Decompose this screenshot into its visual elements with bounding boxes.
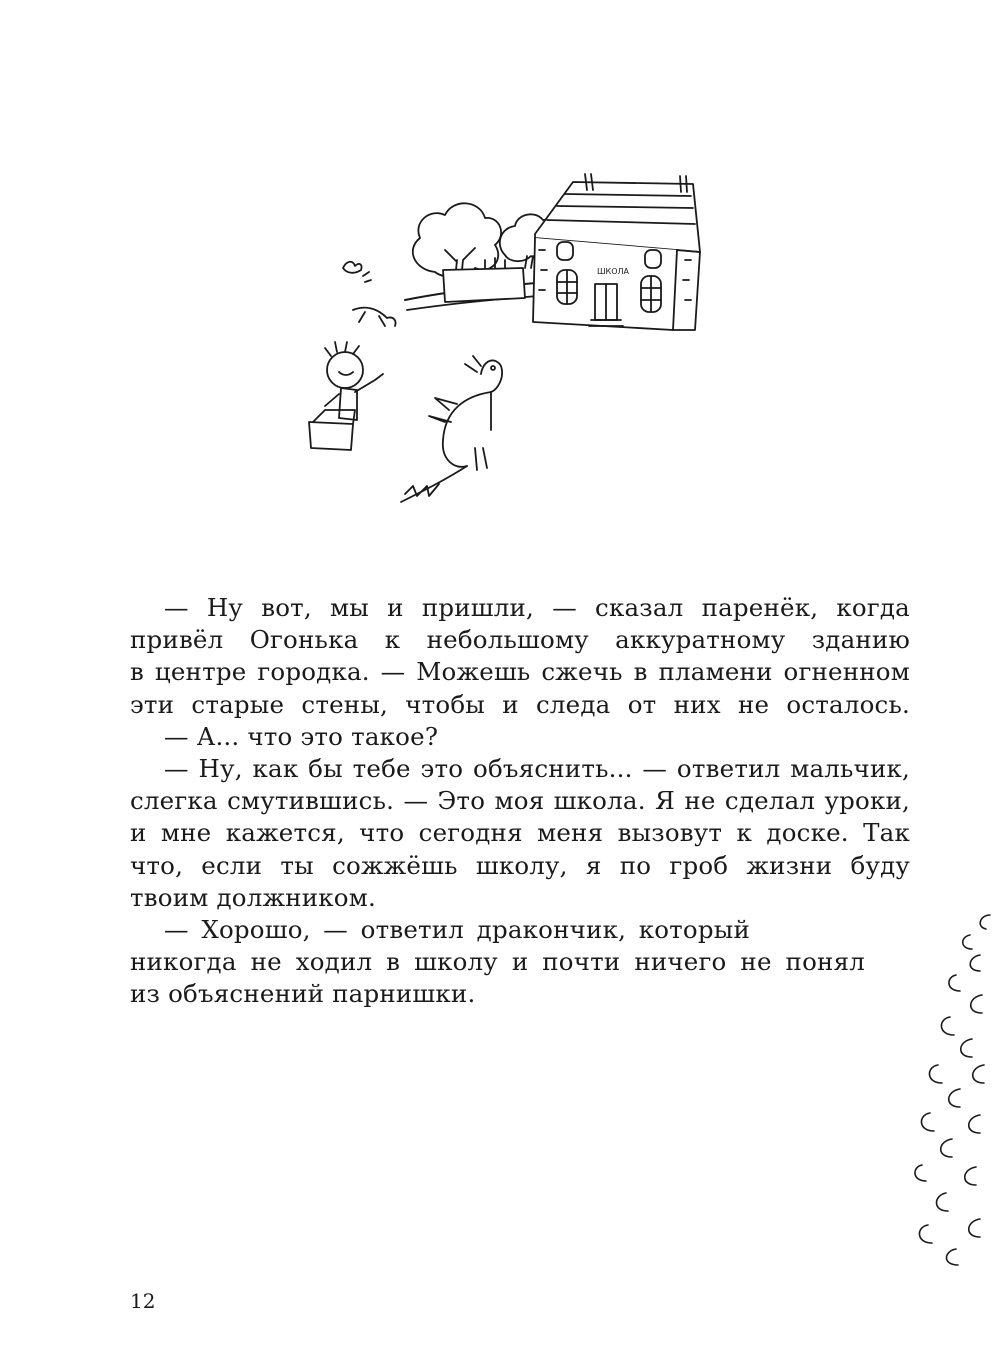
text-line: привёл Огонька к небольшому аккуратному зданию	[130, 625, 910, 655]
text-line: — Ну, как бы тебе это объяснить... — ответил мальчик,	[164, 754, 910, 784]
text-line: эти старые стены, чтобы и следа от них не осталось.	[130, 689, 910, 719]
bird-icon	[343, 262, 371, 282]
text-line: твоим должником.	[130, 882, 376, 912]
boy-figure	[309, 342, 383, 450]
school-illustration	[295, 160, 715, 520]
paragraph	[130, 721, 910, 753]
story-text	[130, 592, 910, 1011]
page-number: 12	[130, 1289, 156, 1313]
text-line: в центре городка. — Можешь сжечь в пламени огненном	[130, 657, 910, 687]
dragon-scales-decoration	[910, 905, 1000, 1275]
text-line: что, если ты сожжёшь школу, я по гроб жизни буду	[130, 850, 910, 880]
text-line: — Хорошо, — ответил дракончик, который	[164, 915, 750, 945]
text-line: — Ну вот, мы и пришли, — сказал паренёк, когда	[164, 593, 910, 622]
paragraph	[130, 753, 910, 914]
school-building	[533, 174, 700, 330]
text-line: и мне кажется, что сегодня меня вызовут к доске. Так	[130, 818, 910, 848]
text-line: из объяснений парнишки.	[130, 979, 476, 1009]
paragraph	[130, 914, 865, 1011]
text-line: никогда не ходил в школу и почти ничего не понял	[130, 947, 865, 977]
bird-icon	[353, 308, 396, 326]
paragraph	[130, 592, 910, 721]
text-line: слегка смутившись. — Это моя школа. Я не сделал уроки,	[130, 786, 910, 816]
dragon-figure	[401, 356, 502, 502]
text-line: — А... что это такое?	[164, 721, 439, 751]
school-sign: ШКОЛА	[597, 267, 630, 276]
